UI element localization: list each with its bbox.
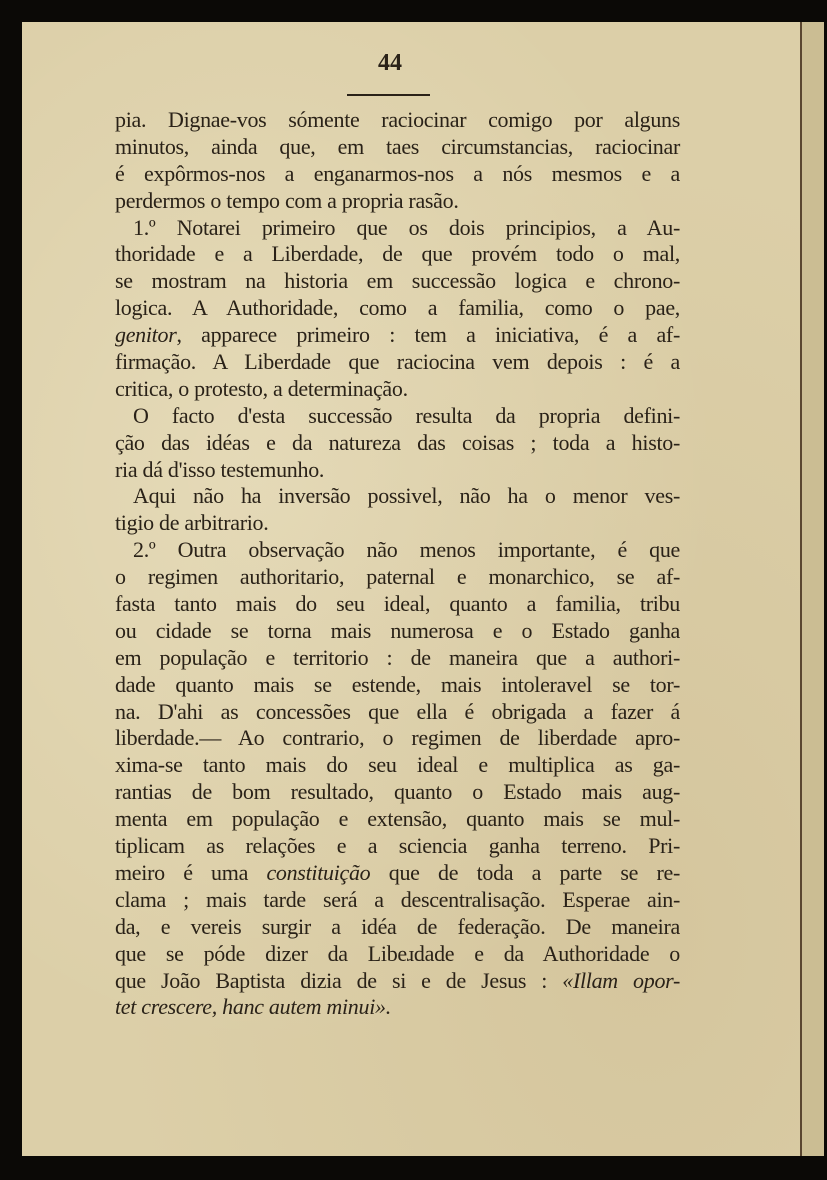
text-segment: logica. A Authoridade, como a familia, como o pae, — [115, 295, 680, 321]
text-segment: O facto d'esta successão resulta da propria defini- — [133, 402, 680, 428]
text-line — [115, 725, 680, 752]
text-line — [115, 430, 680, 457]
header-rule — [347, 94, 430, 96]
text-line — [115, 349, 680, 376]
text-segment: que se póde dizer da Libeɹdade e da Authoridade o — [115, 940, 680, 966]
text-line — [115, 779, 680, 806]
text-segment: que João Baptista dizia de si e de Jesus : — [115, 967, 563, 993]
text-line — [115, 914, 680, 941]
text-segment: critica, o protesto, a determinação. — [115, 375, 408, 401]
text-segment: liberdade.— Ao contrario, o regimen de liberdade apro- — [115, 725, 680, 751]
page-number: 44 — [378, 50, 402, 76]
text-segment: meiro é uma — [115, 859, 267, 885]
text-line — [115, 887, 680, 914]
text-line — [115, 322, 680, 349]
text-line — [115, 376, 680, 403]
text-segment: 1.º Notarei primeiro que os dois principios, a Au- — [133, 214, 680, 240]
text-segment: pia. Dignae-vos sómente raciocinar comigo por alguns — [115, 107, 680, 132]
text-line — [115, 699, 680, 726]
page-edge — [800, 22, 824, 1156]
italic-text: «Illam opor- — [562, 967, 681, 993]
body-text — [115, 107, 680, 1021]
text-line — [115, 618, 680, 645]
text-segment: tiplicam as relações e a sciencia ganha terreno. Pri- — [115, 833, 680, 859]
text-line — [115, 510, 680, 537]
text-segment: fasta tanto mais do seu ideal, quanto a familia, tribu — [115, 591, 680, 617]
text-segment: tigio de arbitrario. — [115, 510, 269, 536]
text-segment: o regimen authoritario, paternal e monarchico, se af- — [115, 564, 680, 590]
text-line — [115, 241, 680, 268]
text-segment: clama ; mais tarde será a descentralisação. Esperae ain- — [115, 886, 680, 912]
text-segment: 2.º Outra observação não menos importante, é que — [133, 537, 680, 563]
text-segment: thoridade e a Liberdade, de que provém todo o mal, — [115, 241, 680, 267]
text-segment: perdermos o tempo com a propria rasão. — [115, 187, 459, 213]
text-line — [115, 591, 680, 618]
text-segment: ou cidade se torna mais numerosa e o Estado ganha — [115, 617, 680, 643]
text-segment: da, e vereis surgir a idéa de federação. De maneira — [115, 913, 680, 939]
text-segment: ção das idéas e da natureza das coisas ; toda a histo- — [115, 429, 680, 455]
text-line — [115, 564, 680, 591]
italic-text: tet crescere, hanc autem minui». — [115, 994, 391, 1020]
text-line — [115, 833, 680, 860]
text-segment: se mostram na historia em successão logica e chrono- — [115, 268, 680, 294]
text-line — [115, 295, 680, 322]
italic-text: constituição — [266, 859, 371, 885]
text-line — [115, 188, 680, 215]
text-segment: é expôrmos-nos a enganarmos-nos a nós mesmos e a — [115, 160, 680, 186]
text-segment: na. D'ahi as concessões que ella é obrigada a fazer á — [115, 698, 680, 724]
text-line — [115, 752, 680, 779]
text-segment: em população e territorio : de maneira que a authori- — [115, 644, 680, 670]
text-segment: xima-se tanto mais do seu ideal e multiplica as ga- — [115, 752, 680, 778]
text-line — [115, 268, 680, 295]
text-line — [115, 403, 680, 430]
text-segment: menta em população e extensão, quanto mais se mul- — [115, 806, 680, 832]
text-segment: firmação. A Liberdade que raciocina vem depois : é a — [115, 349, 680, 375]
italic-text: genitor — [115, 322, 177, 348]
text-line — [115, 215, 680, 242]
text-line — [115, 483, 680, 510]
text-line — [115, 968, 680, 995]
text-line — [115, 537, 680, 564]
text-line — [115, 860, 680, 887]
text-line — [115, 161, 680, 188]
text-line — [115, 134, 680, 161]
text-segment: que de toda a parte se re- — [370, 859, 680, 885]
text-line — [115, 806, 680, 833]
text-line — [115, 994, 680, 1021]
text-segment: dade quanto mais se estende, mais intoleravel se tor- — [115, 671, 680, 697]
text-line — [115, 107, 680, 134]
text-segment: minutos, ainda que, em taes circumstancias, raciocinar — [115, 133, 680, 159]
text-line — [115, 457, 680, 484]
text-line — [115, 645, 680, 672]
text-segment: rantias de bom resultado, quanto o Estado mais aug- — [115, 779, 680, 805]
text-line — [115, 941, 680, 968]
text-segment: Aqui não ha inversão possivel, não ha o menor ves- — [133, 483, 680, 509]
text-line — [115, 672, 680, 699]
text-segment: ria dá d'isso testemunho. — [115, 456, 325, 482]
text-segment: , apparece primeiro : tem a iniciativa, é a af- — [176, 322, 680, 348]
